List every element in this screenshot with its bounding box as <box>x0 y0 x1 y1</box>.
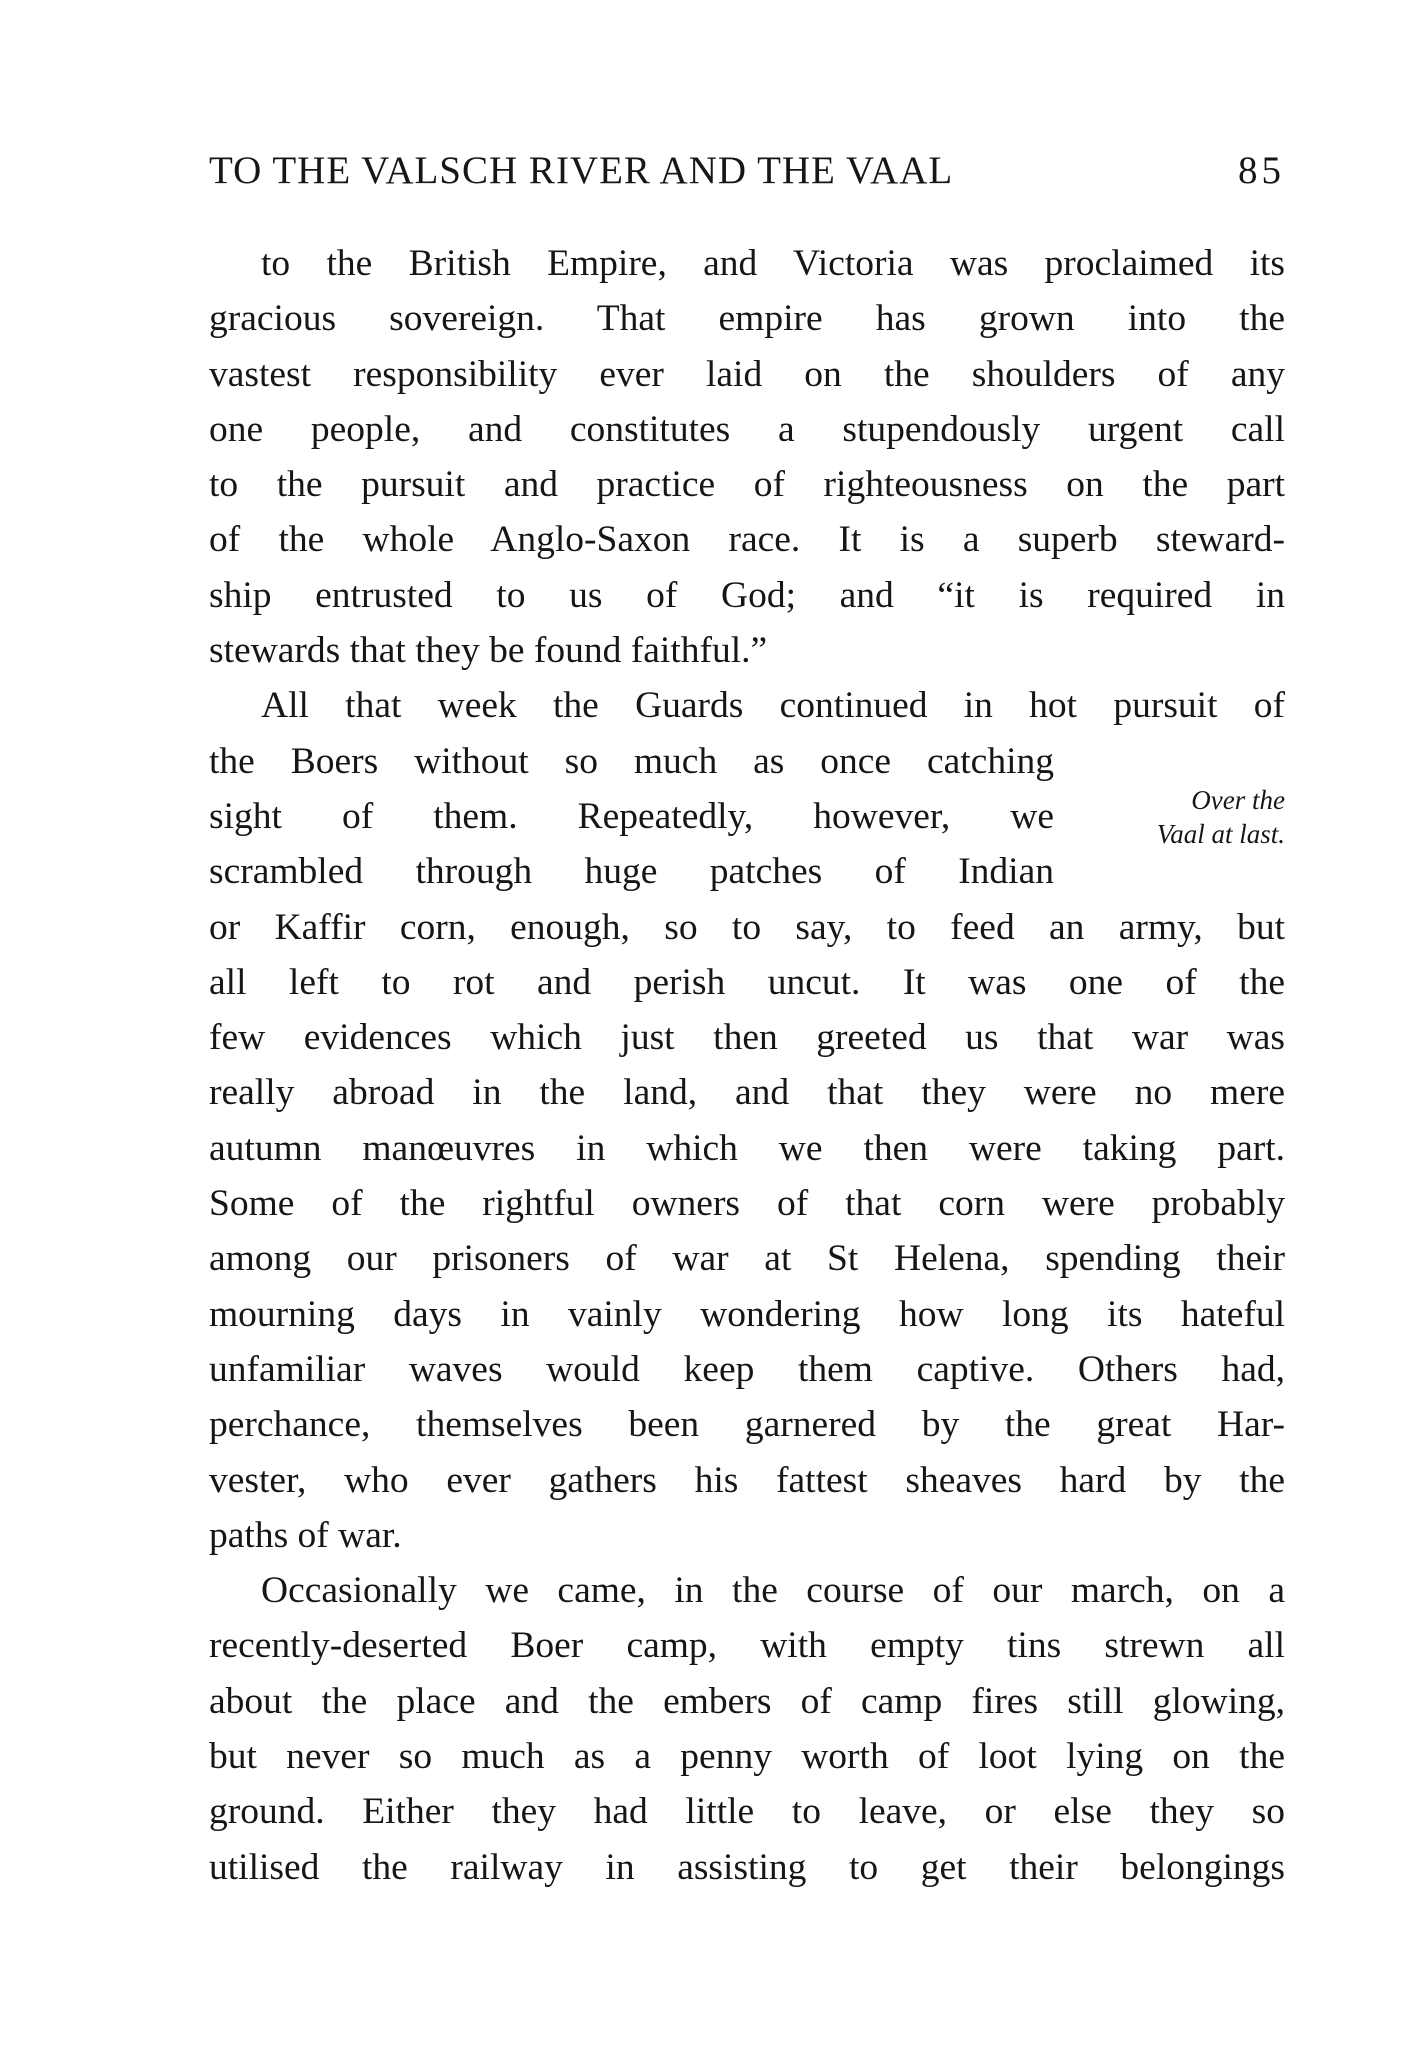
text-line: all left to rot and perish uncut. It was one of the <box>209 961 1285 1003</box>
body-text <box>209 236 1285 1895</box>
text-line: sight of them. Repeatedly, however, we <box>209 795 1054 837</box>
text-line: vester, who ever gathers his fattest sheaves hard by the <box>209 1459 1285 1501</box>
text-line: autumn manœuvres in which we then were taking part. <box>209 1127 1285 1169</box>
text-line: really abroad in the land, and that they were no mere <box>209 1072 1285 1114</box>
text-line: utilised the railway in assisting to get their belongings <box>209 1846 1285 1888</box>
text-line: Occasionally we came, in the course of our march, on a <box>261 1570 1285 1612</box>
text-line: but never so much as a penny worth of loot lying on the <box>209 1736 1285 1778</box>
text-line: to the pursuit and practice of righteousness on the part <box>209 464 1285 506</box>
text-line: All that week the Guards continued in hot pursuit of <box>261 685 1285 727</box>
margin-note <box>1157 783 1285 851</box>
text-line: stewards that they be found faithful.” <box>209 630 768 672</box>
text-line: Some of the rightful owners of that corn were probably <box>209 1183 1285 1225</box>
text-line: recently-deserted Boer camp, with empty tins strewn all <box>209 1625 1285 1667</box>
text-line: the Boers without so much as once catching <box>209 740 1054 782</box>
text-line: among our prisoners of war at St Helena, spending their <box>209 1238 1285 1280</box>
text-line: few evidences which just then greeted us that war was <box>209 1017 1285 1059</box>
text-line: one people, and constitutes a stupendously urgent call <box>209 408 1285 450</box>
text-line: mourning days in vainly wondering how long its hateful <box>209 1293 1285 1335</box>
paragraph <box>209 678 1285 1563</box>
margin-note-line: Vaal at last. <box>1156 819 1285 849</box>
text-line: or Kaffir corn, enough, so to say, to feed an army, but <box>209 906 1285 948</box>
text-line: ground. Either they had little to leave, or else they so <box>209 1791 1285 1833</box>
text-line: vastest responsibility ever laid on the shoulders of any <box>209 353 1285 395</box>
text-line: to the British Empire, and Victoria was proclaimed its <box>261 243 1285 284</box>
margin-note-line: Over the <box>1191 785 1285 815</box>
running-header <box>209 148 1285 198</box>
text-line: about the place and the embers of camp fires still glowing, <box>209 1680 1285 1722</box>
text-line: paths of war. <box>209 1514 402 1556</box>
text-line: of the whole Anglo-Saxon race. It is a superb steward- <box>209 519 1285 561</box>
text-line: gracious sovereign. That empire has grown into the <box>209 298 1285 340</box>
paragraph <box>209 236 1285 678</box>
text-line: unfamiliar waves would keep them captive. Others had, <box>209 1348 1285 1390</box>
paragraph <box>209 1563 1285 1895</box>
text-line: ship entrusted to us of God; and “it is required in <box>209 574 1285 616</box>
text-line: scrambled through huge patches of Indian <box>209 851 1054 893</box>
running-title: TO THE VALSCH RIVER AND THE VAAL <box>209 149 954 192</box>
text-line: perchance, themselves been garnered by the great Har- <box>209 1404 1285 1446</box>
page-number: 85 <box>1238 149 1285 192</box>
